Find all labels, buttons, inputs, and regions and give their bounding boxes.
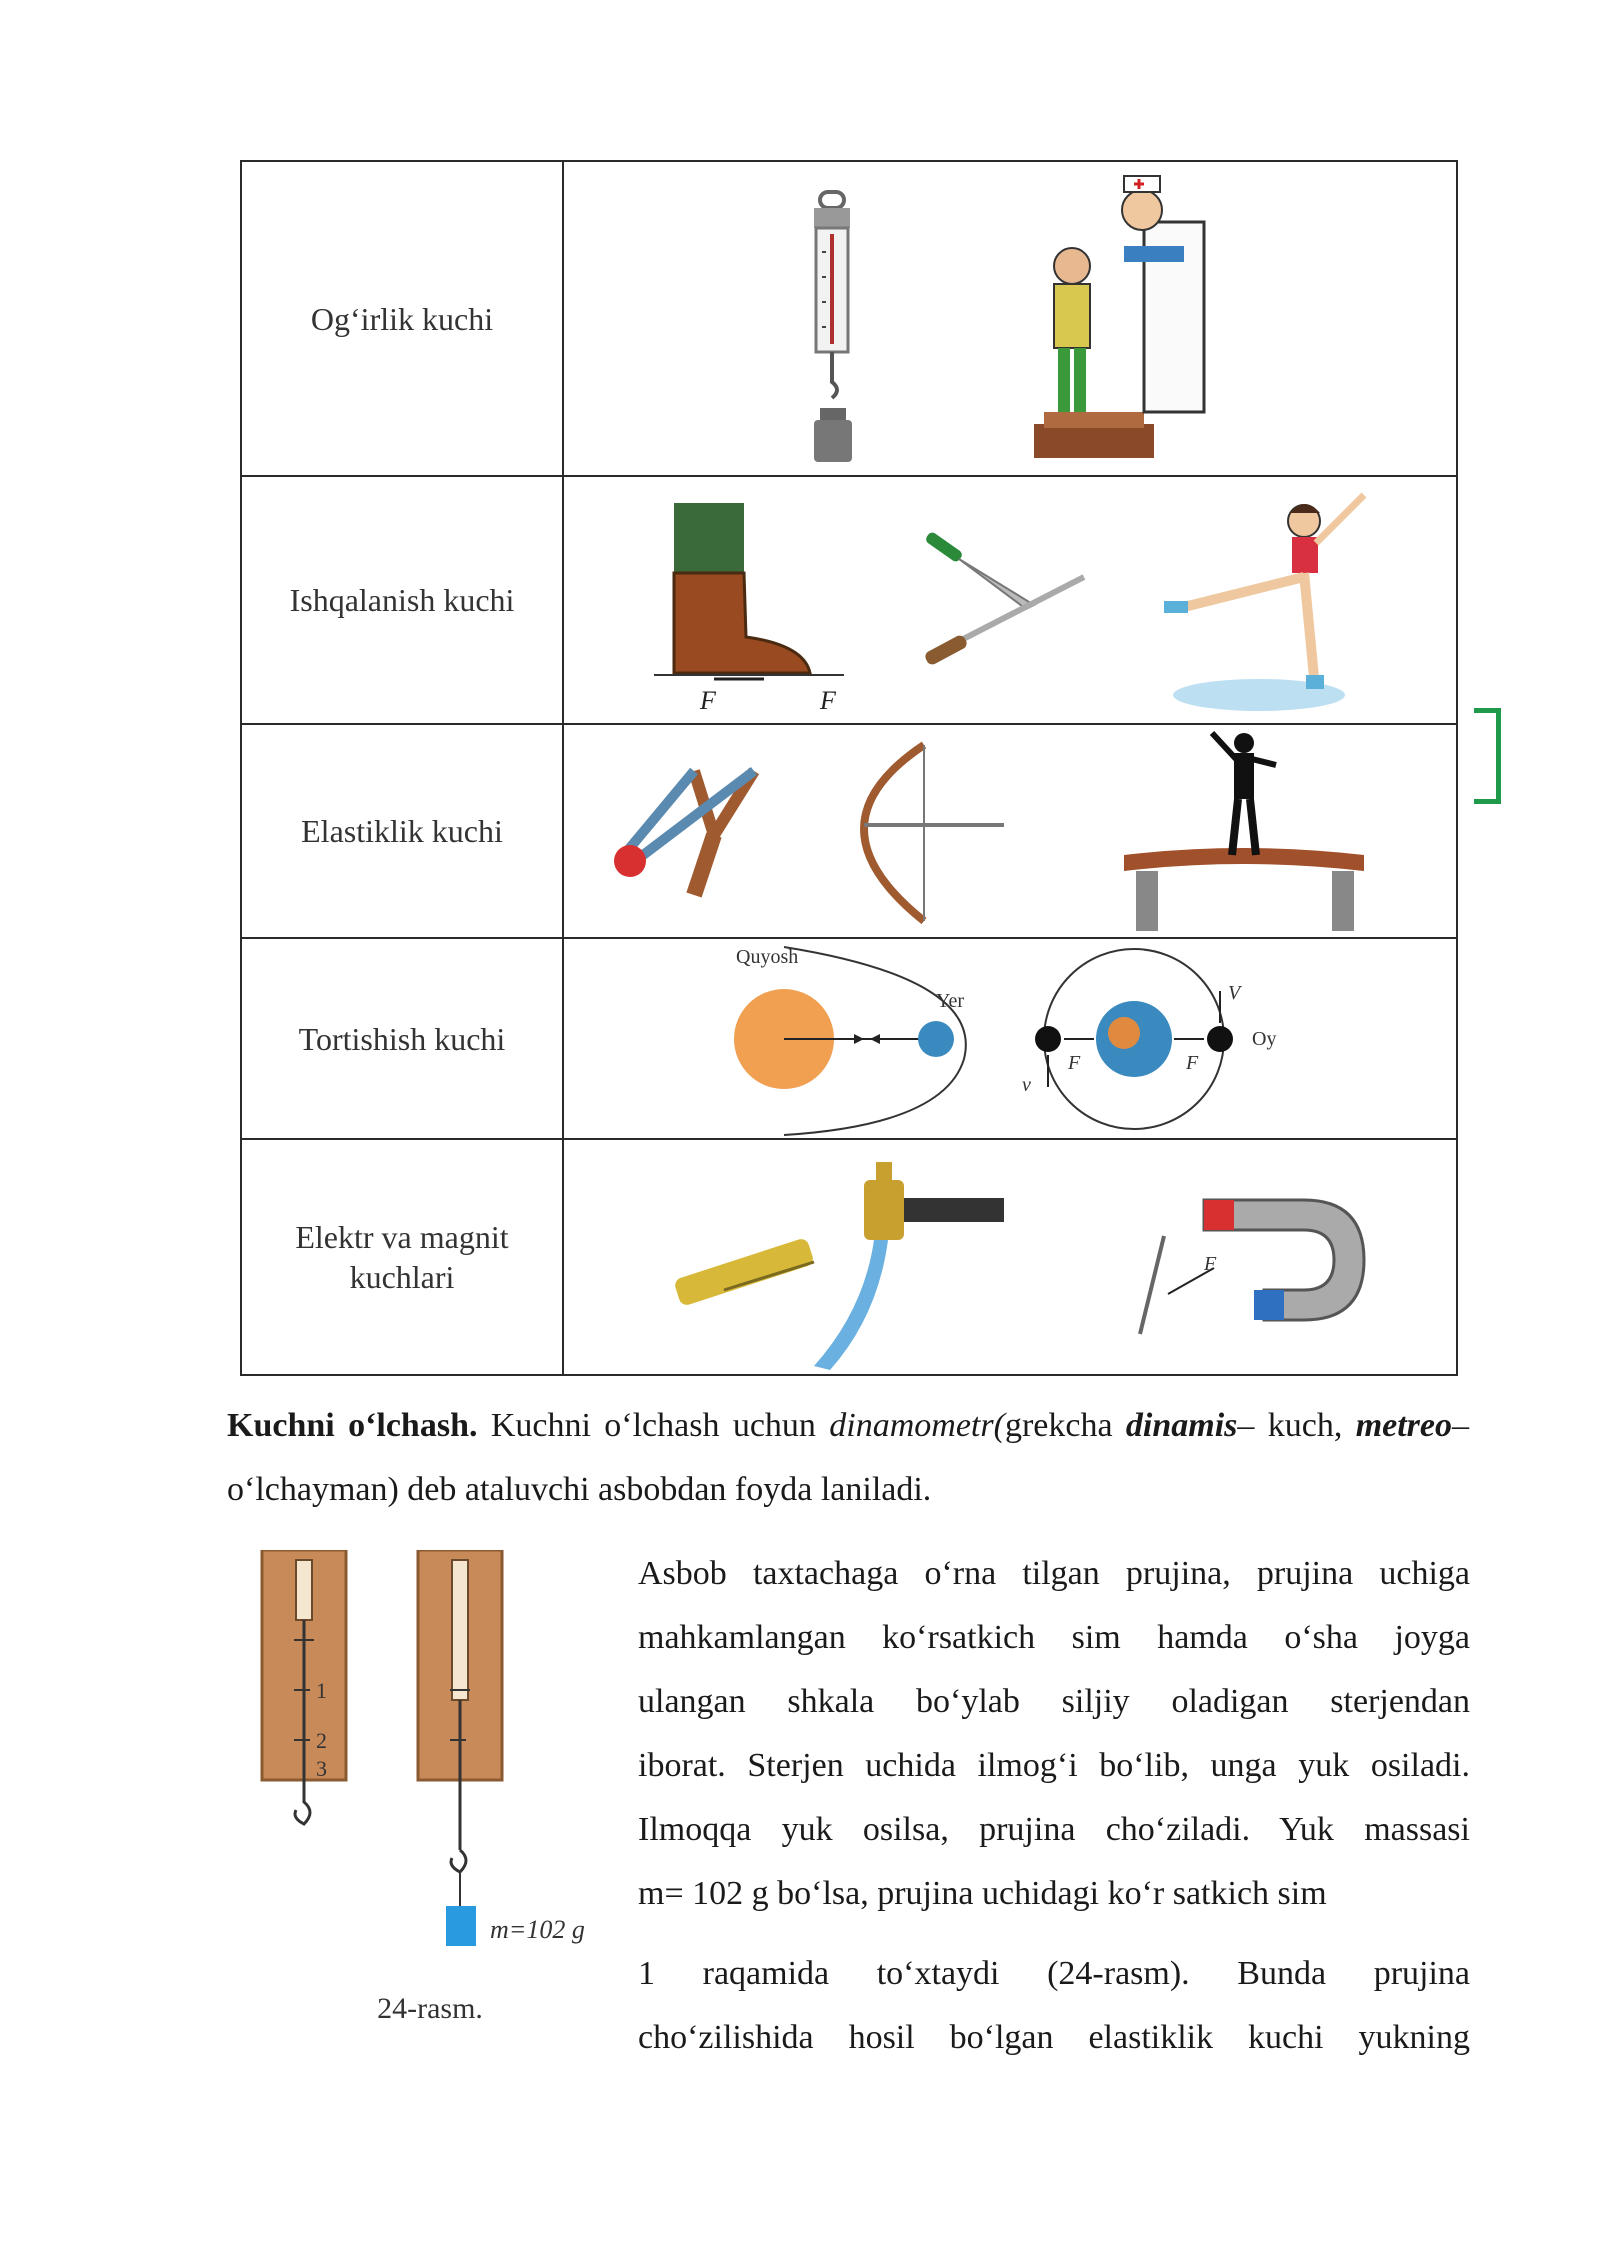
bow-illustration: [864, 745, 1004, 921]
row-elasticity: [241, 724, 1457, 938]
friction-force-label-2: F: [820, 686, 836, 715]
paragraph-text: – kuch,: [1237, 1407, 1356, 1444]
text-line: mahkamlangan ko‘rsatkich sim hamda o‘sha joyga: [638, 1619, 1470, 1656]
doctor-weighing-boy-illustration: [1034, 176, 1204, 458]
dynamometer-drawing: [240, 1550, 620, 2050]
elasticity-drawings: [564, 725, 1457, 937]
scale-tick-2: 2: [316, 1728, 327, 1753]
spring-scale-illustration: [814, 192, 852, 462]
earth-label: Yer: [936, 990, 964, 1012]
row-label-electromagnetic: Elektr va magnit kuchlari: [241, 1139, 563, 1375]
gravity-force-label-2: F: [1186, 1052, 1199, 1074]
text-line: iborat. Sterjen uchida ilmog‘i bo‘lib, unga yuk osiladi.: [638, 1747, 1470, 1784]
mass-label: m=102 g: [490, 1915, 585, 1944]
row-electromagnetic: [241, 1139, 1457, 1375]
magnet-and-nail-illustration: [1140, 1200, 1364, 1334]
moon-label: Oy: [1252, 1028, 1277, 1050]
term-metreo: metreo: [1355, 1407, 1452, 1444]
forces-table: [240, 160, 1458, 1376]
text-line: 1 raqamida to‘xtaydi (24-rasm). Bunda prujina: [638, 1955, 1470, 1992]
scale-tick-3: 3: [316, 1756, 327, 1781]
row-label-weight: Og‘irlik kuchi: [241, 161, 563, 476]
figure-caption: 24-rasm.: [377, 1992, 483, 2025]
row-friction: [241, 476, 1457, 724]
electromagnetic-drawings: [564, 1140, 1457, 1374]
scale-tick-1: 1: [316, 1678, 327, 1703]
paragraph-text: Kuchni o‘lchash uchun: [477, 1407, 830, 1444]
term-dinamis: dinamis: [1125, 1407, 1238, 1444]
sun-label: Quyosh: [736, 946, 799, 968]
gravitation-illustrations: [563, 938, 1457, 1139]
friction-force-label-1: F: [700, 686, 716, 715]
earth-moon-orbit-illustration: [1022, 949, 1276, 1129]
elasticity-illustrations: [563, 724, 1457, 938]
boot-illustration: [654, 503, 844, 715]
slingshot-illustration: [614, 771, 754, 895]
comb-and-water-illustration: [673, 1162, 1004, 1370]
text-line: Ilmoqqa yuk osilsa, prujina cho‘ziladi. Yuk massasi: [638, 1811, 1470, 1848]
text-line: m= 102 g bo‘lsa, prujina uchidagi ko‘r satkich sim: [638, 1875, 1327, 1912]
velocity-label-1: V: [1228, 982, 1241, 1004]
velocity-label-2: v: [1022, 1074, 1031, 1096]
electromagnetic-illustrations: [563, 1139, 1457, 1375]
section-title: Kuchni o‘lchash.: [227, 1407, 478, 1444]
row-label-friction: Ishqalanish kuchi: [241, 476, 563, 724]
paragraph-text: grekcha: [1004, 1407, 1126, 1444]
green-bracket-mark: [1474, 708, 1501, 804]
weight-drawings: [564, 162, 1457, 475]
row-gravitation: [241, 938, 1457, 1139]
text-line: Asbob taxtachaga o‘rna tilgan prujina, prujina uchiga: [638, 1555, 1470, 1592]
dynamometer-unloaded: [262, 1550, 346, 1824]
weight-illustrations: [563, 161, 1457, 476]
text-line: ulangan shkala bo‘ylab siljiy oladigan sterjendan: [638, 1683, 1470, 1720]
term-dinamometr: dinamometr(: [829, 1407, 1005, 1444]
gravitation-drawings: [564, 939, 1457, 1138]
paragraph-text: – o‘lchayman) deb ataluvchi asbobdan foyda laniladi.: [227, 1407, 1469, 1508]
row-label-gravitation: Tortishish kuchi: [241, 938, 563, 1139]
diving-board-jumper-illustration: [1124, 733, 1364, 931]
measurement-paragraph: [227, 1394, 1469, 1522]
sun-earth-orbit-illustration: [734, 946, 966, 1135]
dynamometer-loaded: [418, 1550, 585, 1946]
apparatus-description: [638, 1542, 1470, 1926]
ice-skater-illustration: [1164, 495, 1364, 711]
row-weight: [241, 161, 1457, 476]
friction-drawings: [564, 477, 1457, 723]
knife-sharpening-illustration: [923, 531, 1084, 667]
dynamometer-figure: [240, 1550, 620, 2050]
friction-illustrations: [563, 476, 1457, 724]
gravity-force-label-1: F: [1068, 1052, 1081, 1074]
text-line: cho‘zilishida hosil bo‘lgan elastiklik kuchi yukning: [638, 2019, 1470, 2056]
row-label-elasticity: Elastiklik kuchi: [241, 724, 563, 938]
elastic-force-description: [638, 1942, 1470, 2070]
magnetic-force-label: F: [1204, 1253, 1217, 1275]
